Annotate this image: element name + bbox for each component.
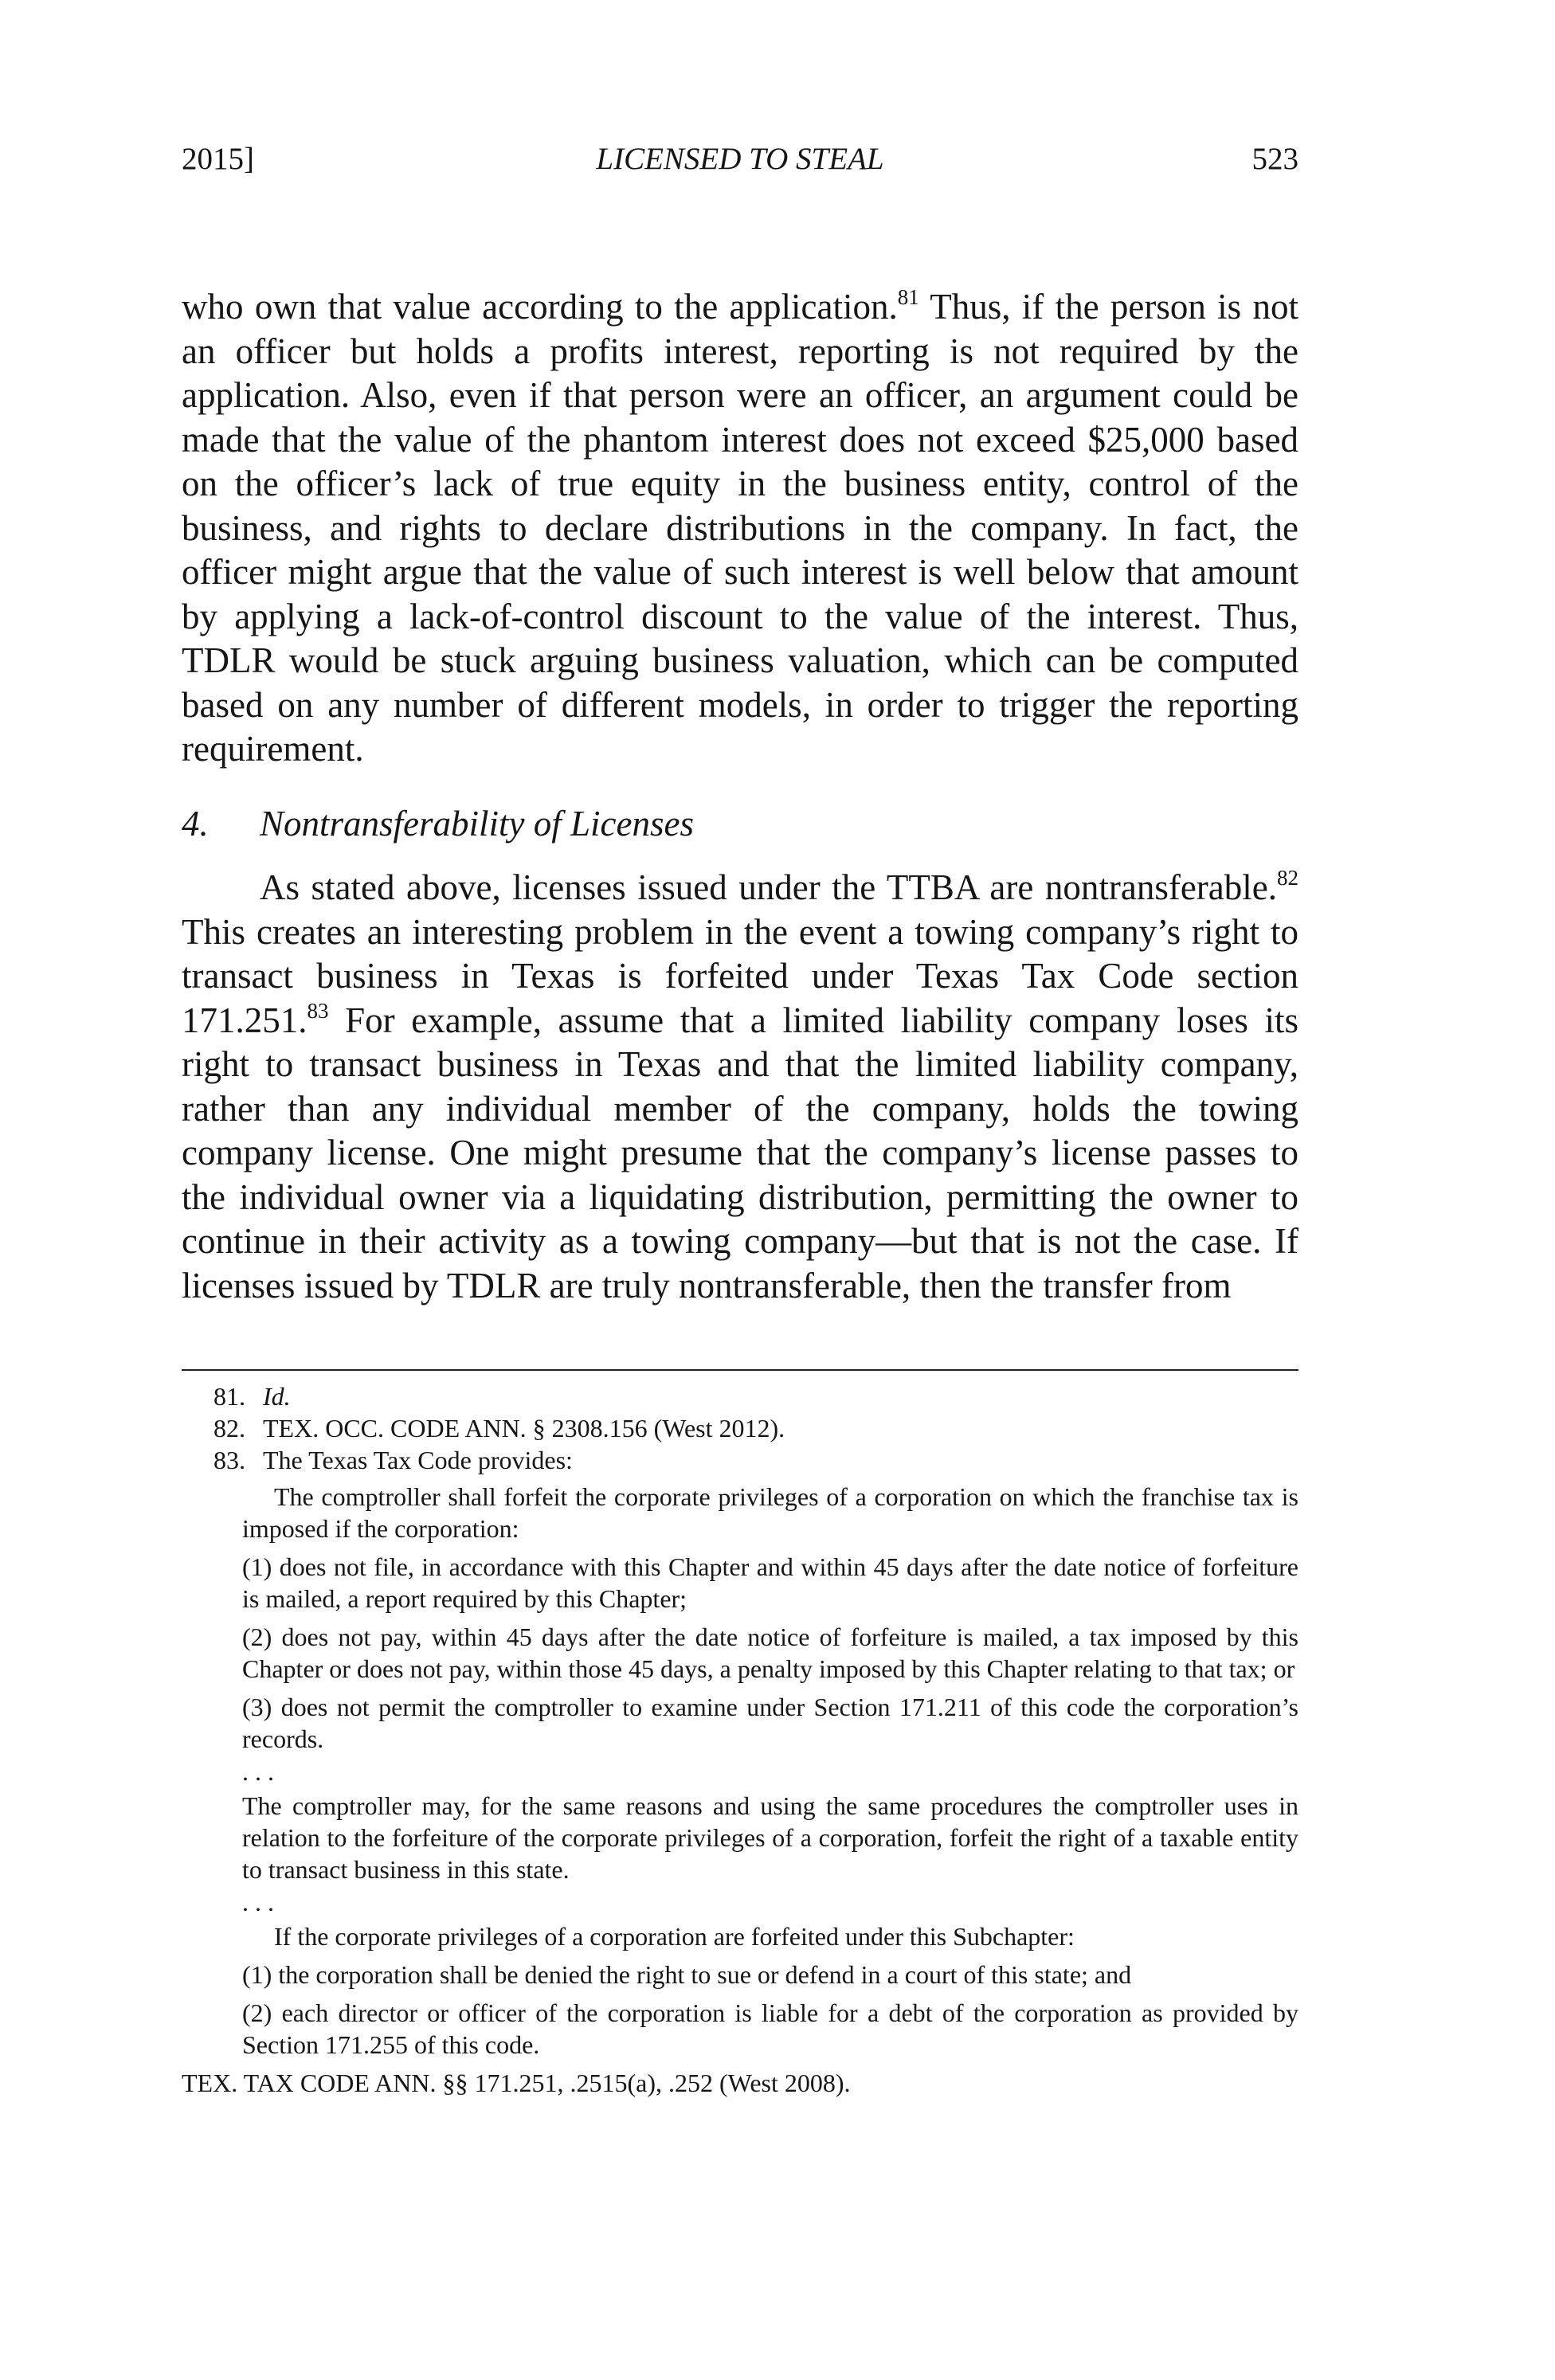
quote-paragraph: If the corporate privileges of a corporation are forfeited under this Subchapter:: [274, 1922, 1075, 1951]
body-paragraph-2: [182, 866, 1298, 1308]
footnote-number: 83.: [213, 1446, 245, 1474]
article-title: LICENSED TO STEAL: [596, 142, 884, 176]
paragraph-text: Thus, if the person is not an officer but holds a profits interest, reporting is not required by the application. Also, even if that person were an officer, an argument could be made that the value of the phantom interest does not exceed $25,000 based on the officer’s lack of true equity in the business entity, control of the business, and rights to declare distributions in the company. In fact, the officer might argue that the value of such interest is well below that amount by applying a lack-of-control discount to the value of the interest. Thus, TDLR would be stuck arguing business valuation, which can be computed based on any number of different models, in order to trigger the reporting requirement.: [182, 287, 1298, 769]
quote-ellipsis: . . .: [242, 1757, 274, 1786]
footnotes-section: [182, 1380, 1298, 2099]
footnote-82: [182, 1412, 1298, 1444]
block-quote: [242, 1481, 1298, 2061]
statute-citation: TEX. TAX CODE ANN. §§ 171.251, .2515(a), .252 (West 2008).: [182, 2069, 851, 2097]
quote-paragraph: (1) does not file, in accordance with this Chapter and within 45 days after the date notice of forfeiture is mailed, a report required by this Chapter;: [242, 1552, 1298, 1613]
quote-paragraph: The comptroller may, for the same reasons and using the same procedures the comptroller uses in relation to the forfeiture of the corporate privileges of a corporation, forfeit the right of a taxable entity to transact business in this state.: [242, 1791, 1298, 1884]
paragraph-text: This creates an interesting problem in the event a towing company’s right to transact business in Texas is forfeited under Texas Tax Code section 171.251.: [182, 911, 1298, 1040]
body-paragraph-1: [182, 285, 1298, 772]
paragraph-text: As stated above, licenses issued under the TTBA are nontransferable.: [260, 867, 1277, 907]
footnote-text: TEX. OCC. CODE ANN. § 2308.156 (West 2012).: [263, 1414, 785, 1442]
quote-paragraph: (2) each director or officer of the corporation is liable for a debt of the corporation as provided by Section 171.255 of this code.: [242, 1998, 1298, 2059]
footnote-number: 81.: [213, 1382, 245, 1411]
paragraph-text: For example, assume that a limited liability company loses its right to transact business in Texas and that the limited liability company, rather than any individual member of the company, holds the towing company license. One might presume that the company’s license passes to the individual owner via a liquidating distribution, permitting the owner to continue in their activity as a towing company—but that is not the case. If licenses issued by TDLR are truly nontransferable, then the transfer from: [182, 1000, 1298, 1305]
quote-ellipsis: . . .: [242, 1888, 274, 1916]
section-heading: [182, 802, 1298, 846]
footnote-number: 82.: [213, 1414, 245, 1442]
paragraph-text: who own that value according to the application.: [182, 287, 898, 327]
page-number: 523: [1251, 142, 1298, 176]
footnote-ref-82: 82: [1277, 866, 1298, 890]
quote-paragraph: (3) does not permit the comptroller to examine under Section 171.211 of this code the corporation’s records.: [242, 1693, 1298, 1753]
quote-paragraph: The comptroller shall forfeit the corporate privileges of a corporation on which the franchise tax is imposed if the corporation:: [242, 1482, 1298, 1543]
quote-paragraph: (1) the corporation shall be denied the right to sue or defend in a court of this state; and: [242, 1960, 1132, 1989]
footnote-divider: [182, 1369, 1298, 1371]
footnote-83: [182, 1444, 1298, 1476]
section-title: Nontransferability of Licenses: [260, 804, 694, 844]
footnote-text: Id.: [263, 1382, 291, 1411]
section-number: 4.: [182, 804, 209, 844]
footnote-81: [182, 1380, 1298, 1412]
footnote-ref-83: 83: [307, 998, 329, 1023]
quote-paragraph: (2) does not pay, within 45 days after the date notice of forfeiture is mailed, a tax imposed by this Chapter or does not pay, within those 45 days, a penalty imposed by this Chapter relating to that tax; or: [242, 1623, 1298, 1683]
footnote-ref-81: 81: [897, 285, 919, 309]
footnote-text: The Texas Tax Code provides:: [263, 1446, 573, 1474]
volume-year: 2015]: [182, 142, 254, 176]
running-header: [182, 137, 1298, 182]
